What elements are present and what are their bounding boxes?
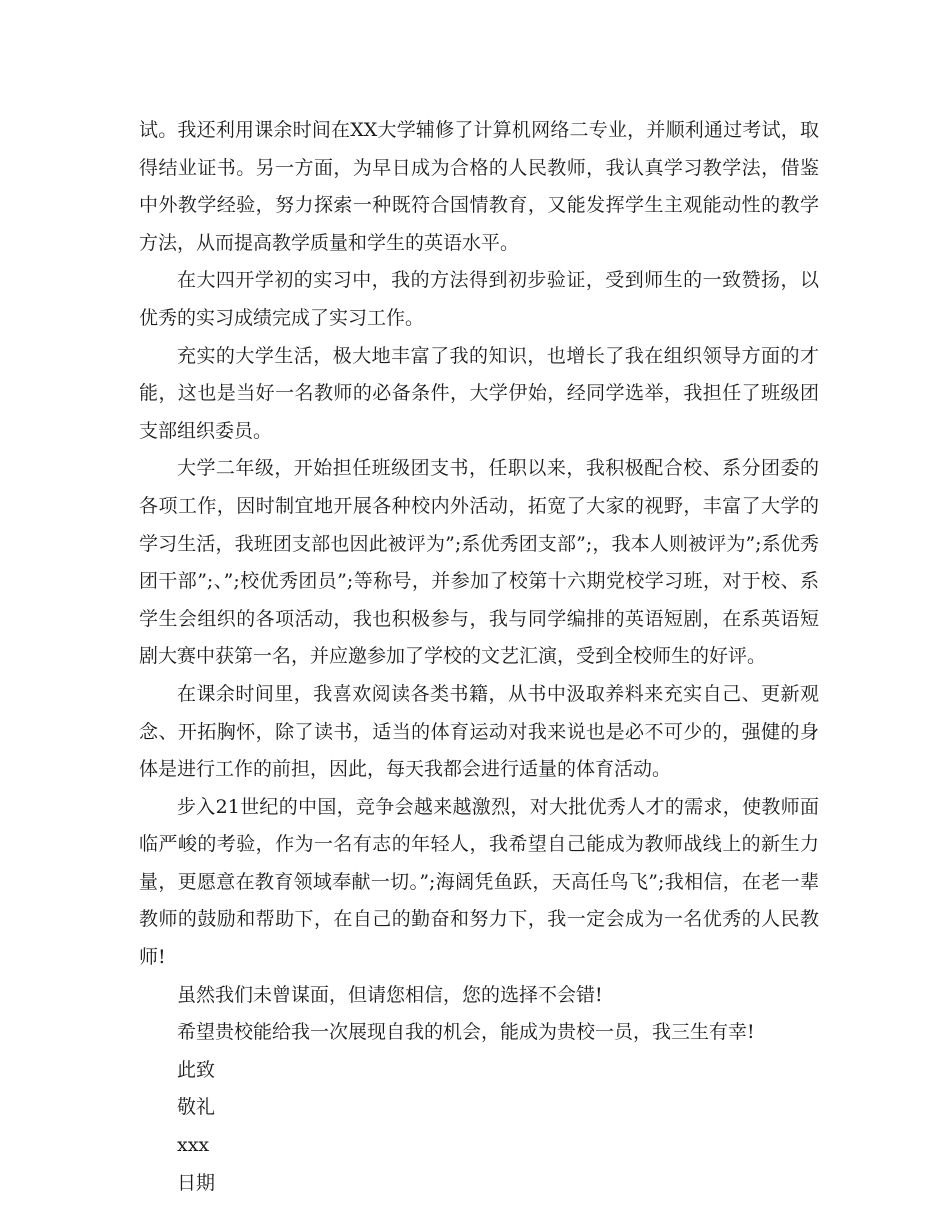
closing-trust-line: 虽然我们未曾谋面，但请您相信，您的选择不会错! <box>177 983 603 1006</box>
paragraph-league-secretary: 大学二年级，开始担任班级团支书，任职以来，我积极配合校、系分团委的各项工作，因时制宜地开展各种校内外活动，拓宽了大家的视野，丰富了大学的学习生活，我班团支部也因此被评为”;系优秀团支部”;，我本人则被评为”;系优秀团干部”;、”;校优秀团员”;等称号，并参加了校第十六期党校学习班，对于校、系学生会组织的各项活动，我也积极参与，我与同学编排的英语短剧，在系英语短剧大赛中获第一名，并应邀参加了学校的文艺汇演，受到全校师生的好评。 <box>139 457 819 668</box>
salutation-jingli: 敬礼 <box>177 1096 216 1119</box>
salutation-cizhi: 此致 <box>177 1058 216 1081</box>
letter-body <box>139 112 819 1202</box>
date-line: 日期 <box>177 1171 216 1194</box>
paragraph-continuation: 试。我还利用课余时间在XX大学辅修了计算机网络二专业，并顺利通过考试，取得结业证书。另一方面，为早日成为合格的人民教师，我认真学习教学法，借鉴中外教学经验，努力探索一种既符合国情教育，又能发挥学生主观能动性的教学方法，从而提高教学质量和学生的英语水平。 <box>139 119 819 254</box>
paragraph-spare-time: 在课余时间里，我喜欢阅读各类书籍，从书中汲取养料来充实自己、更新观念、开拓胸怀，除了读书，适当的体育运动对我来说也是必不可少的，强健的身体是进行工作的前担，因此，每天我都会进行适量的体育活动。 <box>139 682 819 781</box>
signature: xxx <box>177 1134 210 1157</box>
paragraph-internship: 在大四开学初的实习中，我的方法得到初步验证，受到师生的一致赞扬，以优秀的实习成绩完成了实习工作。 <box>139 269 819 329</box>
paragraph-aspiration: 步入21世纪的中国，竞争会越来越激烈，对大批优秀人才的需求，使教师面临严峻的考验，作为一名有志的年轻人，我希望自己能成为教师战线上的新生力量，更愿意在教育领域奉献一切。”;海阔凭鱼跃，天高任鸟飞”;我相信，在老一辈教师的鼓励和帮助下，在自己的勤奋和努力下，我一定会成为一名优秀的人民教师! <box>139 795 819 969</box>
paragraph-college-life: 充实的大学生活，极大地丰富了我的知识，也增长了我在组织领导方面的才能，这也是当好一名教师的必备条件，大学伊始，经同学选举，我担任了班级团支部组织委员。 <box>139 344 819 442</box>
closing-hope-line: 希望贵校能给我一次展现自我的机会，能成为贵校一员，我三生有幸! <box>177 1021 755 1044</box>
